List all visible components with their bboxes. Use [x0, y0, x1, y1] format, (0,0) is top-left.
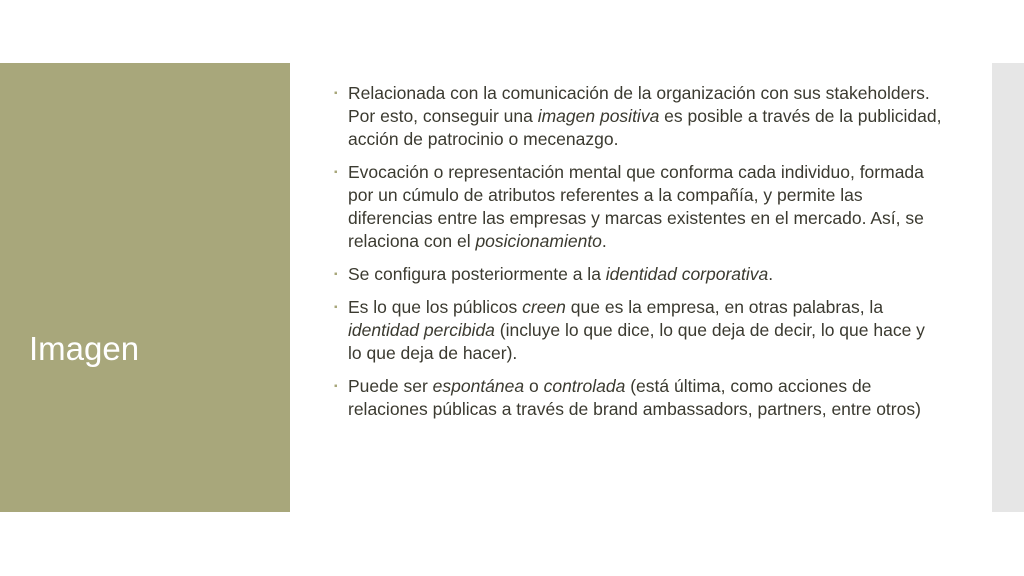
title-panel	[0, 63, 290, 512]
bullet-emphasis: controlada	[543, 376, 626, 396]
bullet-dot-icon: ▪	[334, 381, 338, 392]
bullet-segment: Evocación o representación mental que conforma cada individuo, formada por un cúmulo de atributos referentes a la compañía, y permite las diferencias entre las empresas y marcas existentes en el mercado. Así, se relaciona con el	[348, 162, 924, 251]
bullet-dot-icon: ▪	[334, 167, 338, 178]
slide-title: Imagen	[29, 330, 140, 367]
bullet-item	[332, 296, 942, 365]
bullet-segment: .	[768, 264, 774, 284]
bullet-segment: Puede ser	[348, 376, 433, 396]
bullet-emphasis: identidad corporativa	[605, 264, 769, 284]
bullet-emphasis: identidad percibida	[348, 320, 495, 340]
bullet-segment: Es lo que los públicos	[348, 297, 523, 317]
bullet-segment: es posible a través de la publicidad, acción de patrocinio o mecenazgo.	[348, 106, 942, 149]
bullet-emphasis: creen	[522, 297, 566, 317]
bullet-item	[332, 263, 942, 286]
bullet-segment: (incluye lo que dice, lo que deja de decir, lo que hace y lo que deja de hacer).	[348, 320, 925, 363]
bullet-segment: que es la empresa, en otras palabras, la	[565, 297, 884, 317]
bullet-segment: Relacionada con la comunicación de la organización con sus stakeholders. Por esto, conseguir una	[348, 83, 930, 126]
bullet-segment: .	[601, 231, 607, 251]
bullet-text	[348, 376, 921, 419]
bullet-text	[348, 297, 925, 363]
right-side-bar	[992, 63, 1024, 512]
bullet-dot-icon: ▪	[334, 88, 338, 99]
bullet-emphasis: imagen positiva	[537, 106, 660, 126]
bullet-text	[348, 83, 941, 149]
slide-content	[332, 82, 942, 431]
bullet-text	[348, 162, 924, 251]
bullet-item	[332, 82, 942, 151]
bullet-emphasis: posicionamiento	[475, 231, 602, 251]
bullet-item	[332, 375, 942, 421]
bullet-segment: Se configura posteriormente a la	[348, 264, 606, 284]
bullet-dot-icon: ▪	[334, 302, 338, 313]
bullet-segment: o	[524, 376, 544, 396]
bullet-item	[332, 161, 942, 253]
bullet-dot-icon: ▪	[334, 269, 338, 280]
bullet-list	[332, 82, 942, 421]
bullet-emphasis: espontánea	[432, 376, 525, 396]
bullet-text	[348, 264, 773, 284]
bullet-segment: (está última, como acciones de relaciones públicas a través de brand ambassadors, partners, entre otros)	[348, 376, 921, 419]
